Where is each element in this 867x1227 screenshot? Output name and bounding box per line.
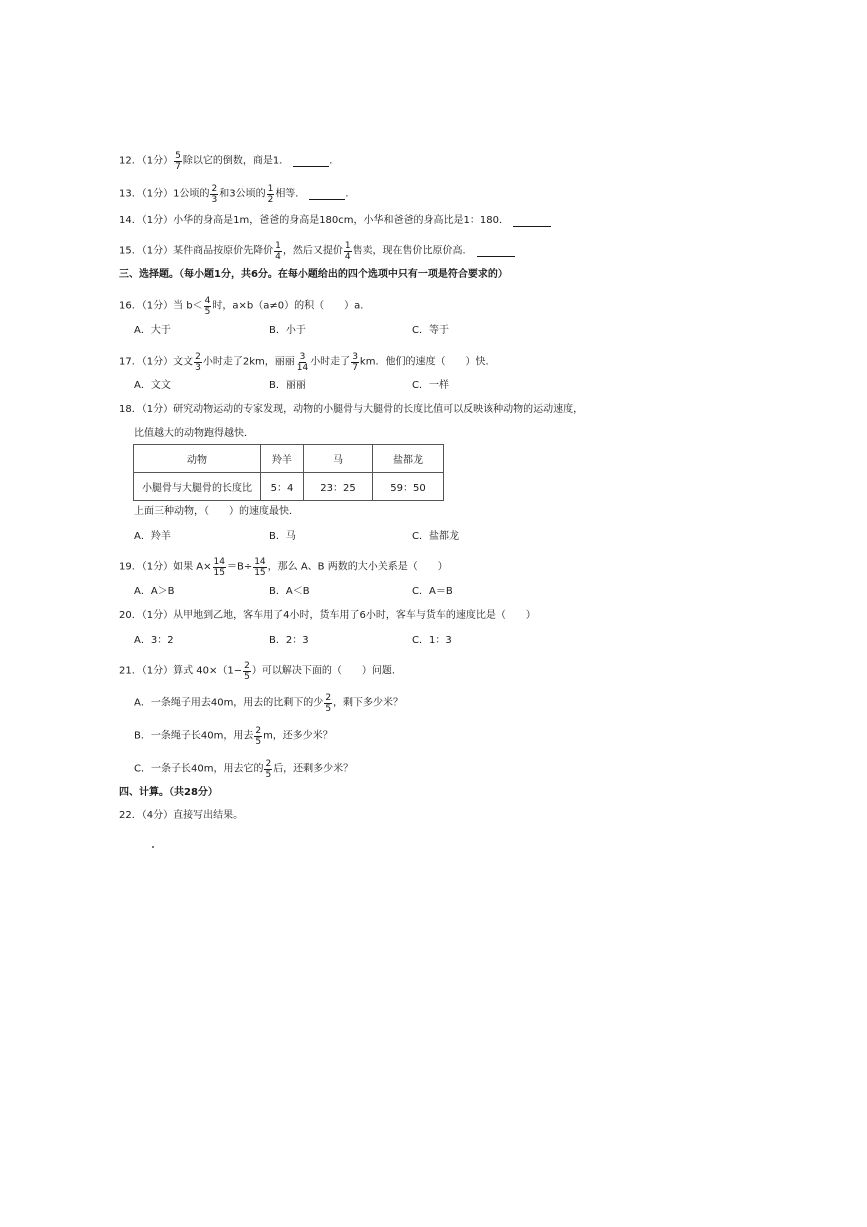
question-18: 18．（1分）研究动物运动的专家发现，动物的小腿骨与大腿骨的长度比值可以反映该种动物的运动速度， bbox=[119, 404, 584, 415]
option-a[interactable]: A．大于 bbox=[134, 325, 171, 336]
fraction: $\frac{2}{5}$ bbox=[325, 693, 332, 714]
option-b[interactable]: B．马 bbox=[269, 531, 296, 542]
option-c[interactable]: C．盐都龙 bbox=[412, 531, 459, 542]
option-b[interactable]: B．A＜B bbox=[269, 586, 310, 597]
table-header-row bbox=[134, 445, 444, 473]
answer-blank[interactable] bbox=[309, 189, 345, 200]
fraction: $\frac{1}{4}$ bbox=[275, 241, 281, 262]
question-14: 14．（1分）小华的身高是1m，爸爸的身高是180cm，小华和爸爸的身高比是1：180． bbox=[119, 214, 551, 229]
fraction: $\frac{2}{3}$ bbox=[211, 184, 218, 205]
option-a[interactable]: A．文文 bbox=[134, 380, 171, 391]
table-header-cell: 盐都龙 bbox=[373, 445, 444, 473]
ratio-table bbox=[133, 444, 444, 501]
option-c[interactable]: C．一条子长40m，用去它的 $\frac{2}{5}$ 后，还剩多少米？ bbox=[134, 759, 354, 780]
section-3-heading: 三、选择题。（每小题1分，共6分。在每小题给出的四个选项中只有一项是符合要求的） bbox=[119, 269, 508, 280]
fraction: $\frac{2}{3}$ bbox=[195, 352, 201, 373]
option-a[interactable]: A．一条绳子用去40m，用去的比剩下的少 $\frac{2}{5}$ ，剩下多少米？ bbox=[134, 693, 404, 714]
question-19: 19．（1分）如果 A× $\frac{14}{15}$ ＝B÷ $\frac{14}{15}$ ，那么 A、B 两数的大小关系是（ ） bbox=[119, 557, 448, 578]
option-b[interactable]: B．丽丽 bbox=[269, 380, 306, 391]
fraction: $\frac{2}{5}$ bbox=[265, 759, 272, 780]
table-cell: 小腿骨与大腿骨的长度比 bbox=[134, 473, 261, 501]
fraction: $\frac{1}{2}$ bbox=[267, 184, 274, 205]
fraction: $\frac{1}{4}$ bbox=[344, 241, 351, 262]
option-c[interactable]: C．A＝B bbox=[412, 586, 453, 597]
answer-blank[interactable] bbox=[293, 156, 329, 167]
option-a[interactable]: A．羚羊 bbox=[134, 531, 171, 542]
option-a[interactable]: A．3：2 bbox=[134, 635, 174, 646]
question-13: 13．（1分）1公顷的 $\frac{2}{3}$ 和3公顷的 $\frac{1}{2}$ 相等． ． bbox=[119, 184, 356, 205]
table-row bbox=[134, 473, 444, 501]
fraction: $\frac{4}{5}$ bbox=[204, 296, 211, 317]
question-12: 12．（1分） $\frac{5}{7}$ 除以它的倒数，商是1． ． bbox=[119, 151, 340, 172]
page-speck bbox=[152, 846, 154, 848]
question-16: 16．（1分）当 b＜ $\frac{4}{5}$ 时，a×b（a≠0）的积（ ）a． bbox=[119, 296, 371, 317]
option-b[interactable]: B．2：3 bbox=[269, 635, 309, 646]
table-cell: 59：50 bbox=[373, 473, 444, 501]
question-number: 12．（1分） bbox=[119, 155, 174, 167]
question-18-line-2: 比值越大的动物跑得越快． bbox=[134, 428, 254, 439]
answer-blank[interactable] bbox=[477, 246, 515, 257]
question-20: 20．（1分）从甲地到乙地，客车用了4小时，货车用了6小时，客车与货车的速度比是（ ） bbox=[119, 610, 536, 621]
answer-blank[interactable] bbox=[513, 216, 551, 227]
table-header-cell: 马 bbox=[304, 445, 373, 473]
option-b[interactable]: B．小于 bbox=[269, 325, 306, 336]
option-b[interactable]: B．一条绳子长40m，用去 $\frac{2}{5}$ m，还多少米？ bbox=[134, 726, 333, 747]
fraction: $\frac{2}{5}$ bbox=[255, 726, 262, 747]
fraction: $\frac{14}{15}$ bbox=[213, 557, 225, 578]
section-4-heading: 四、计算。（共28分） bbox=[119, 787, 218, 798]
question-17: 17．（1分）文文 $\frac{2}{3}$ 小时走了2km，丽丽 $\frac{3}{14}$ 小时走了 $\frac{3}{7}$ km．他们的速度（ ）快． bbox=[119, 352, 496, 373]
fraction: $\frac{5}{7}$ bbox=[175, 151, 181, 172]
question-18-line-3: 上面三种动物，（ ）的速度最快． bbox=[134, 506, 299, 517]
table-cell: 23：25 bbox=[304, 473, 373, 501]
fraction: $\frac{2}{5}$ bbox=[244, 661, 250, 682]
question-21: 21．（1分）算式 40×（1− $\frac{2}{5}$ ）可以解决下面的（ ）问题． bbox=[119, 661, 402, 682]
option-a[interactable]: A．A＞B bbox=[134, 586, 175, 597]
question-22: 22．（4分）直接写出结果。 bbox=[119, 810, 244, 821]
table-header-cell: 羚羊 bbox=[261, 445, 304, 473]
fraction: $\frac{14}{15}$ bbox=[254, 557, 266, 578]
question-15: 15．（1分）某件商品按原价先降价 $\frac{1}{4}$ ，然后又提价 $\frac{1}{4}$ 售卖，现在售价比原价高． bbox=[119, 241, 515, 262]
fraction: $\frac{3}{7}$ bbox=[352, 352, 358, 373]
option-c[interactable]: C．等于 bbox=[412, 325, 449, 336]
fraction: $\frac{3}{14}$ bbox=[296, 352, 309, 373]
option-c[interactable]: C．一样 bbox=[412, 380, 449, 391]
option-c[interactable]: C．1：3 bbox=[412, 635, 452, 646]
table-header-cell: 动物 bbox=[134, 445, 261, 473]
table-cell: 5：4 bbox=[261, 473, 304, 501]
